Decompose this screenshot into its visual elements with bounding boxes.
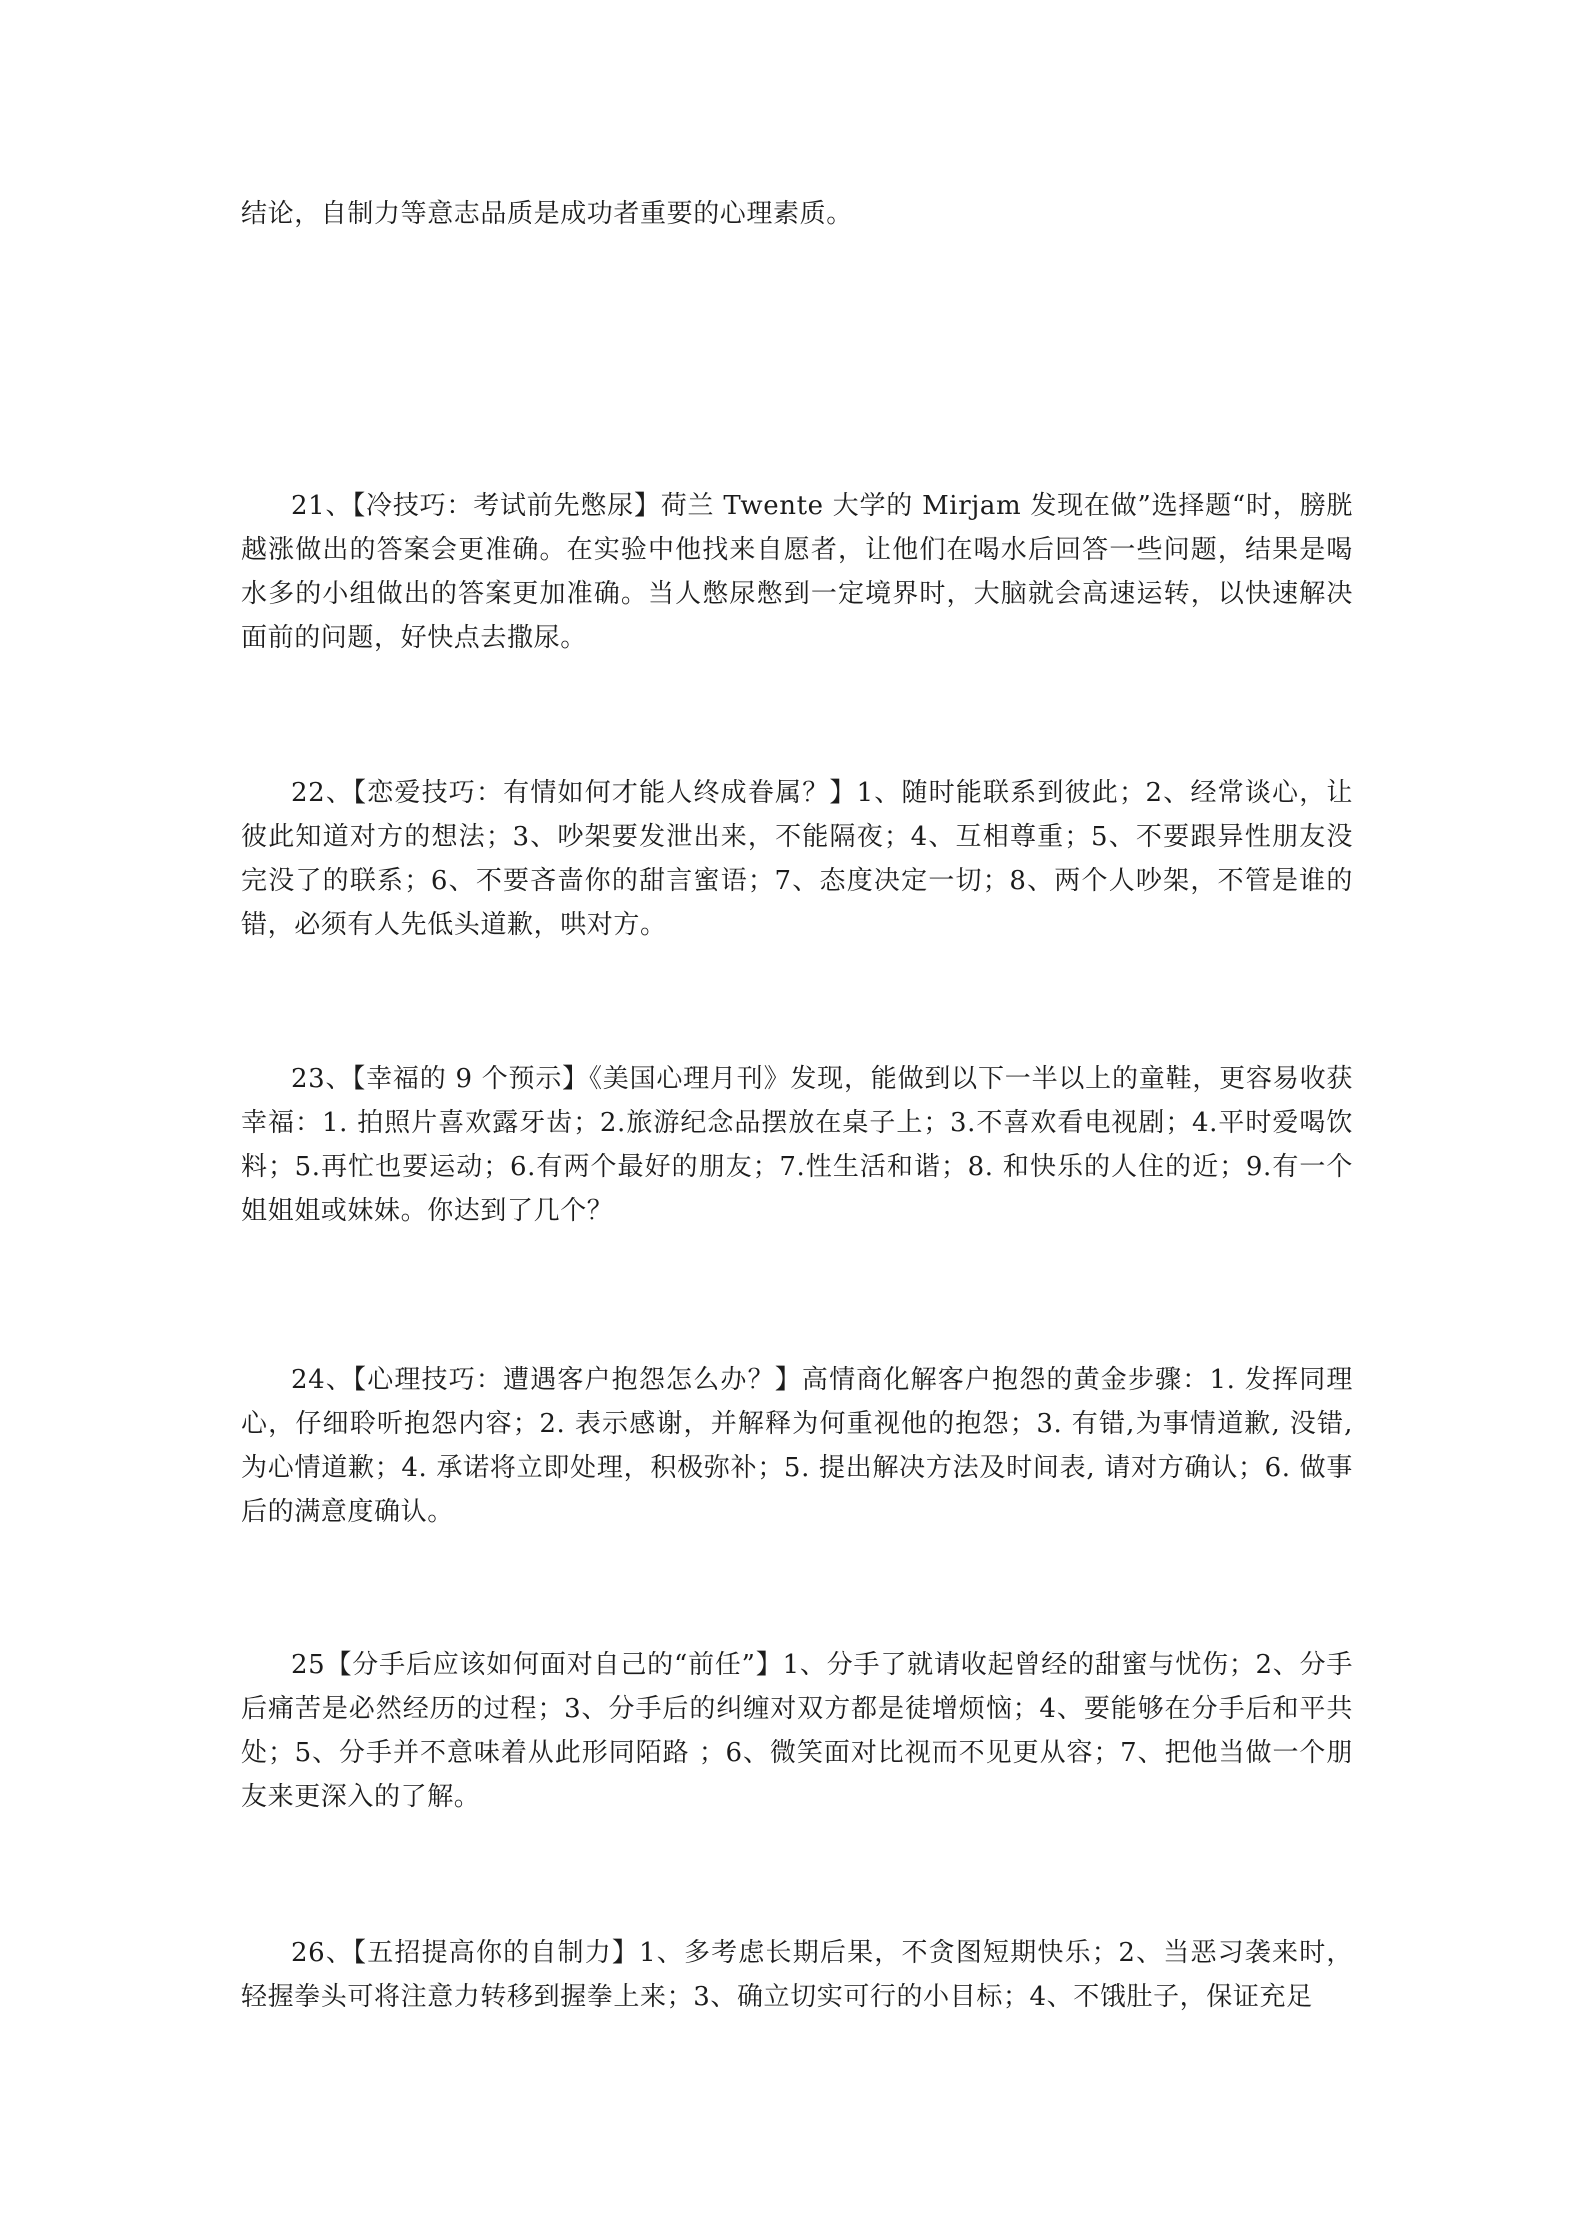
paragraph-item-24: 24、【心理技巧：遭遇客户抱怨怎么办？】高情商化解客户抱怨的黄金步骤：1. 发挥同理心，仔细聆听抱怨内容；2. 表示感谢，并解释为何重视他的抱怨；3. 有错,为事情道歉, 没错,为心情道歉；4. 承诺将立即处理，积极弥补；5. 提出解决方法及时间表, 请对方确认；6. 做事后的满意度确认。: [241, 1365, 1353, 1527]
paragraph-item-22: 22、【恋爱技巧：有情如何才能人终成眷属？】1、随时能联系到彼此；2、经常谈心，让彼此知道对方的想法；3、吵架要发泄出来，不能隔夜；4、互相尊重；5、不要跟异性朋友没完没了的联系；6、不要吝啬你的甜言蜜语；7、态度决定一切；8、两个人吵架，不管是谁的错，必须有人先低头道歉，哄对方。: [241, 778, 1353, 940]
paragraph-conclusion: 结论，自制力等意志品质是成功者重要的心理素质。: [241, 199, 853, 229]
paragraph-item-26: 26、【五招提高你的自制力】1、多考虑长期后果，不贪图短期快乐；2、当恶习袭来时，轻握拳头可将注意力转移到握拳上来；3、确立切实可行的小目标；4、不饿肚子，保证充足: [241, 1938, 1353, 2012]
paragraph-item-25: 25【分手后应该如何面对自己的“前任”】1、分手了就请收起曾经的甜蜜与忧伤；2、分手后痛苦是必然经历的过程；3、分手后的纠缠对双方都是徒增烦恼；4、要能够在分手后和平共处；5、分手并不意味着从此形同陌路 ；6、微笑面对比视而不见更从容；7、把他当做一个朋友来更深入的了解。: [241, 1650, 1353, 1812]
paragraph-item-21: 21、【冷技巧：考试前先憋尿】荷兰 Twente 大学的 Mirjam 发现在做”选择题“时，膀胱越涨做出的答案会更准确。在实验中他找来自愿者，让他们在喝水后回答一些问题，结果是喝水多的小组做出的答案更加准确。当人憋尿憋到一定境界时，大脑就会高速运转，以快速解决面前的问题，好快点去撒尿。: [241, 491, 1353, 653]
paragraph-item-23: 23、【幸福的 9 个预示】《美国心理月刊》发现，能做到以下一半以上的童鞋，更容易收获幸福：1. 拍照片喜欢露牙齿；2.旅游纪念品摆放在桌子上；3.不喜欢看电视剧；4.平时爱喝饮料；5.再忙也要运动；6.有两个最好的朋友；7.性生活和谐；8. 和快乐的人住的近；9.有一个姐姐姐或妹妹。你达到了几个？: [241, 1064, 1353, 1226]
